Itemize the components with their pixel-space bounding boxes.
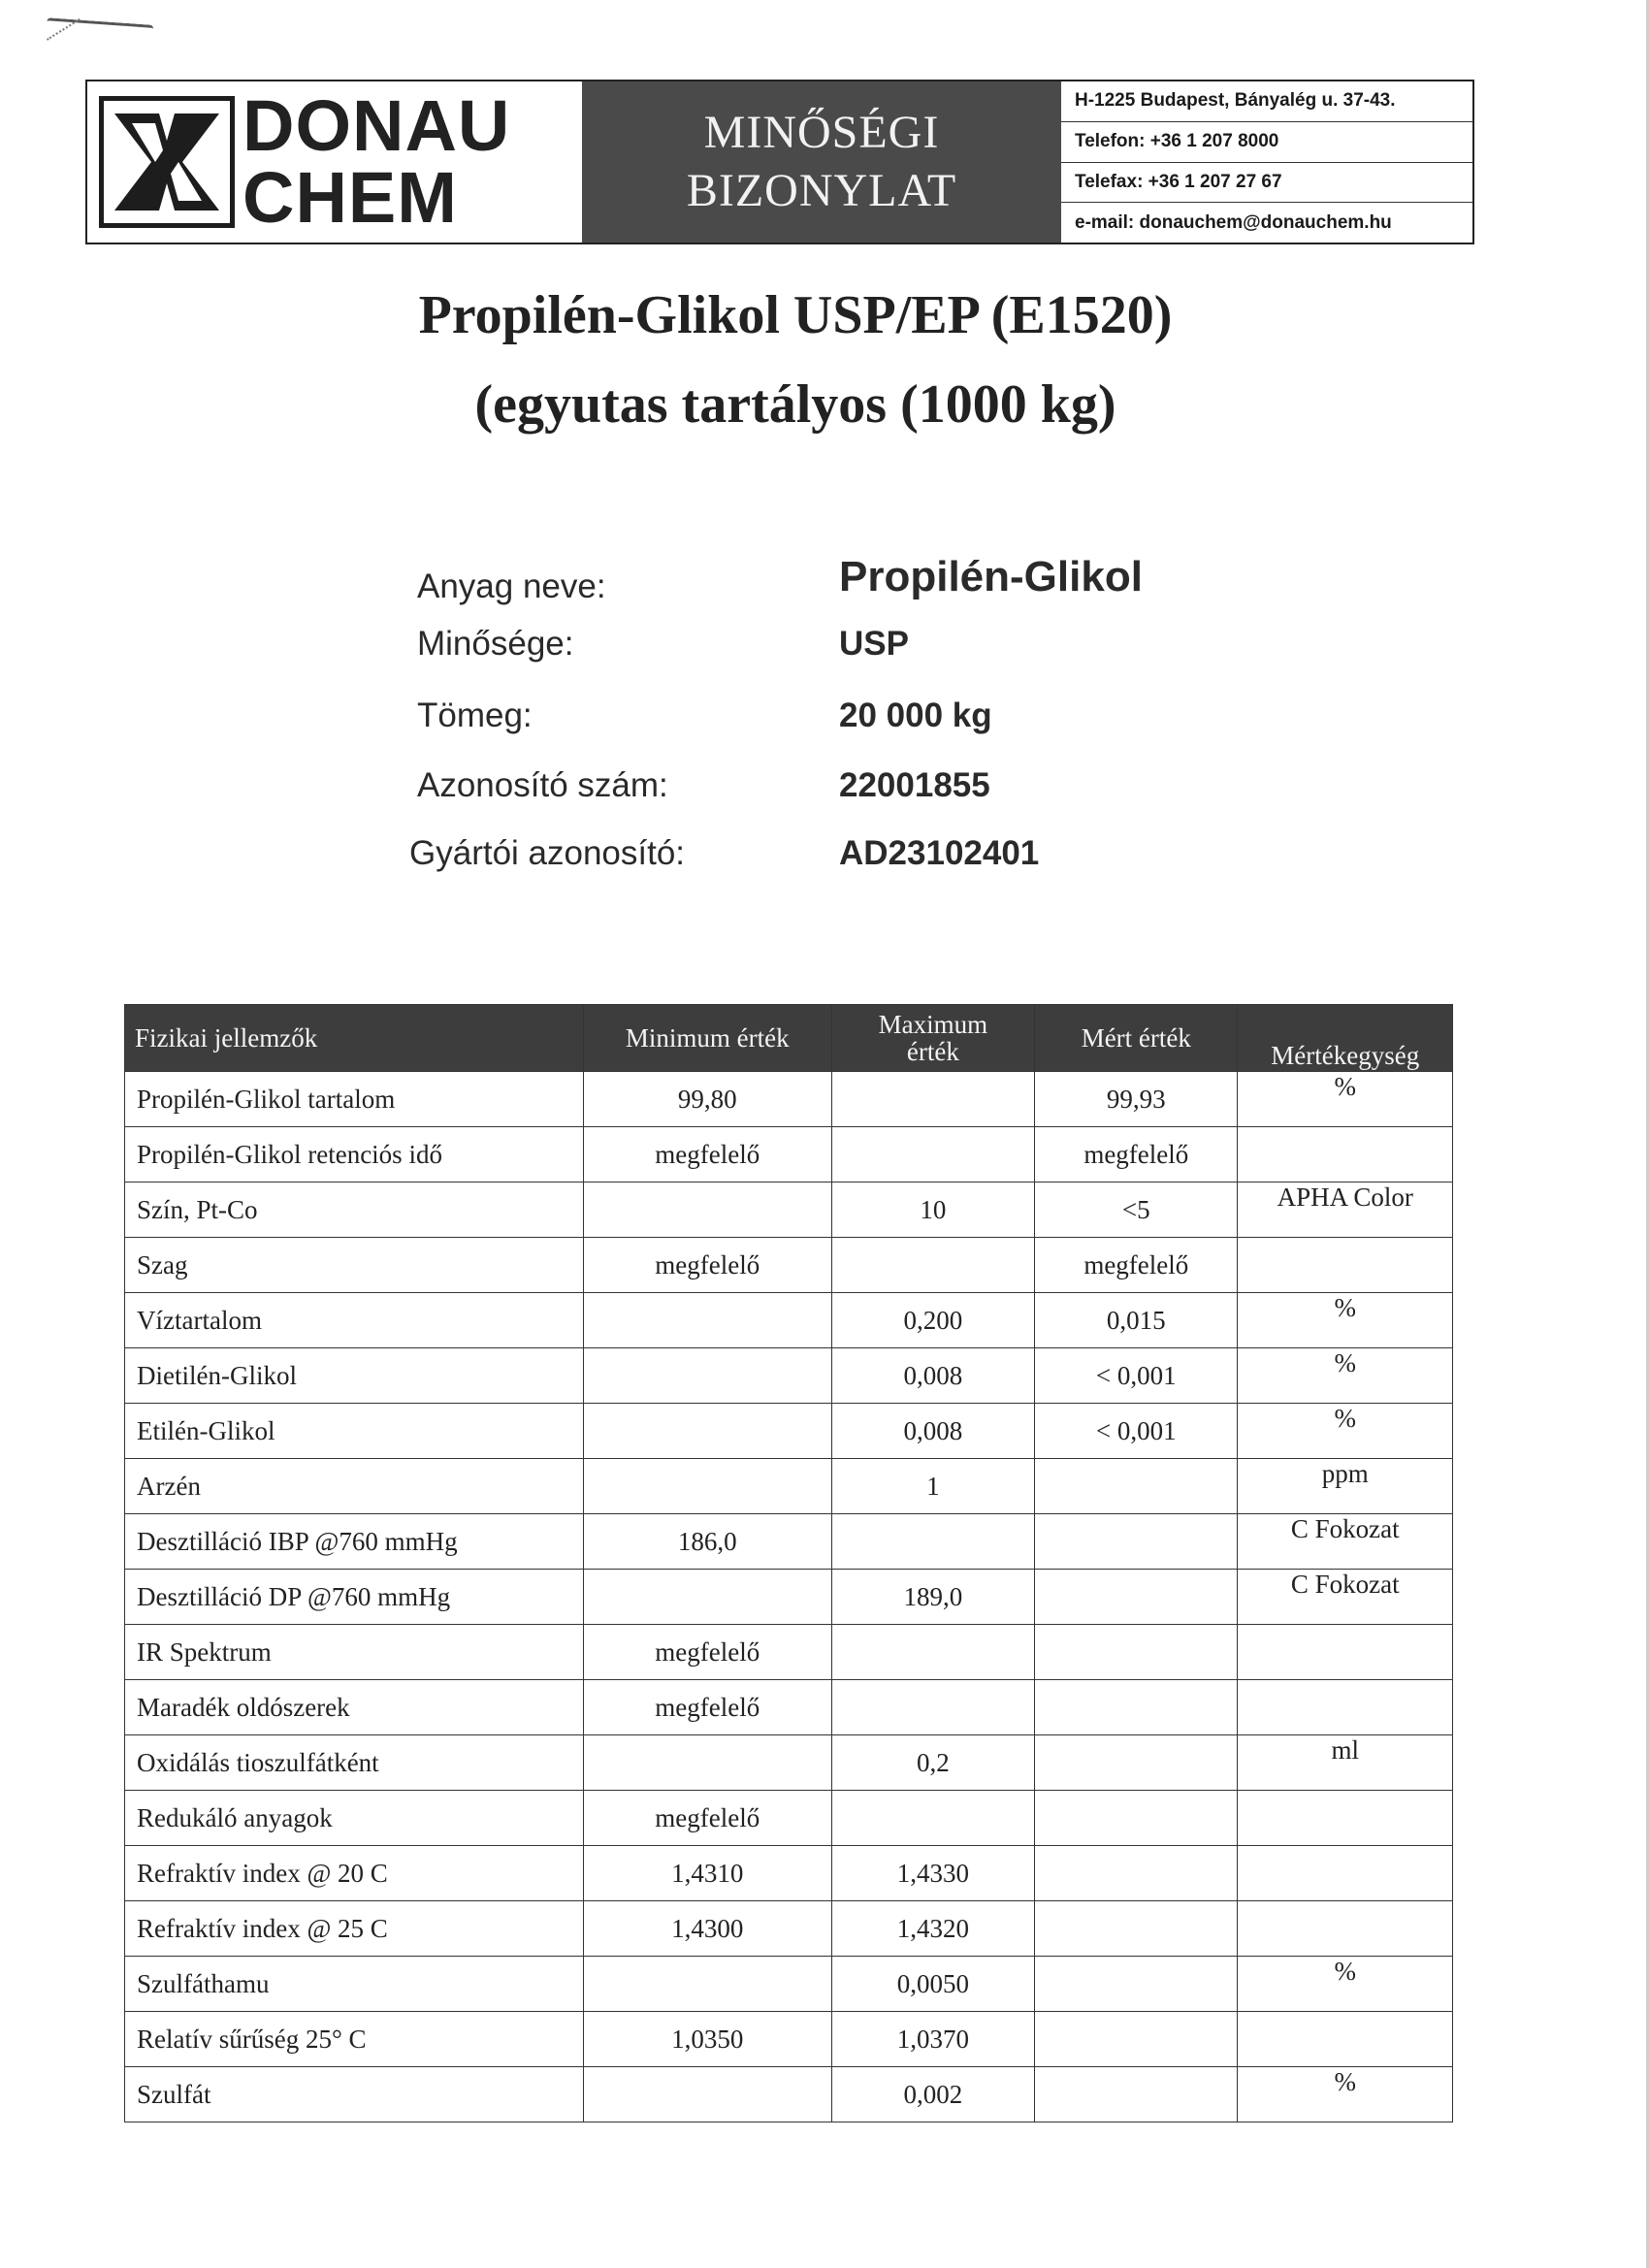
cell-max	[831, 1072, 1034, 1127]
cell-property: Oxidálás tioszulfátként	[125, 1735, 584, 1791]
cell-max: 0,200	[831, 1293, 1034, 1348]
cell-measured	[1035, 1680, 1238, 1735]
table-row	[125, 1735, 1453, 1791]
cell-max: 10	[831, 1183, 1034, 1238]
cell-min: 186,0	[583, 1514, 831, 1570]
table-header-row	[125, 1005, 1453, 1072]
cell-measured: 99,93	[1035, 1072, 1238, 1127]
cell-unit: C Fokozat	[1238, 1570, 1453, 1625]
cell-max: 0,008	[831, 1404, 1034, 1459]
info-label: Gyártói azonosító:	[409, 834, 686, 872]
cell-unit: C Fokozat	[1238, 1514, 1453, 1570]
table-row	[125, 2012, 1453, 2067]
column-header-property: Fizikai jellemzők	[125, 1005, 584, 1072]
cell-max	[831, 1514, 1034, 1570]
cell-max: 1	[831, 1459, 1034, 1514]
cell-property: Refraktív index @ 20 C	[125, 1846, 584, 1901]
cell-measured: 0,015	[1035, 1293, 1238, 1348]
cell-measured	[1035, 2067, 1238, 2122]
fax: Telefax: +36 1 207 27 67	[1061, 163, 1472, 204]
cell-property: Propilén-Glikol retenciós idő	[125, 1127, 584, 1183]
table-row	[125, 1404, 1453, 1459]
letterhead	[85, 80, 1474, 244]
column-header-measured: Mért érték	[1035, 1005, 1238, 1072]
table-row	[125, 1680, 1453, 1735]
cell-max: 1,4330	[831, 1846, 1034, 1901]
cell-unit	[1238, 2012, 1453, 2067]
column-header-max: Maximum érték	[831, 1005, 1034, 1072]
contact-info	[1061, 81, 1472, 243]
cell-min	[583, 1404, 831, 1459]
cell-min	[583, 1735, 831, 1791]
cell-property: Szulfáthamu	[125, 1957, 584, 2012]
cell-property: Etilén-Glikol	[125, 1404, 584, 1459]
cell-measured	[1035, 1570, 1238, 1625]
cell-measured	[1035, 1901, 1238, 1957]
cell-min: 99,80	[583, 1072, 831, 1127]
column-header-min: Minimum érték	[583, 1005, 831, 1072]
cell-max	[831, 1625, 1034, 1680]
cell-property: Propilén-Glikol tartalom	[125, 1072, 584, 1127]
cell-property: Redukáló anyagok	[125, 1791, 584, 1846]
table-row	[125, 1846, 1453, 1901]
cell-min: megfelelő	[583, 1791, 831, 1846]
cell-min	[583, 1957, 831, 2012]
cell-unit: %	[1238, 1072, 1453, 1127]
cell-min	[583, 1348, 831, 1404]
table-body	[125, 1072, 1453, 2122]
table-row	[125, 1901, 1453, 1957]
table-row	[125, 1514, 1453, 1570]
cell-max	[831, 1127, 1034, 1183]
cell-unit: %	[1238, 1348, 1453, 1404]
table-row	[125, 1957, 1453, 2012]
table-row	[125, 2067, 1453, 2122]
cell-min	[583, 1459, 831, 1514]
cell-max: 1,4320	[831, 1901, 1034, 1957]
cell-unit: %	[1238, 1404, 1453, 1459]
info-value: 22001855	[839, 766, 990, 804]
cell-min	[583, 1570, 831, 1625]
cell-unit: %	[1238, 1957, 1453, 2012]
cell-min: 1,0350	[583, 2012, 831, 2067]
cell-unit: ppm	[1238, 1459, 1453, 1514]
cell-max: 0,008	[831, 1348, 1034, 1404]
table-row	[125, 1348, 1453, 1404]
table-row	[125, 1791, 1453, 1846]
cell-unit	[1238, 1625, 1453, 1680]
cell-property: Dietilén-Glikol	[125, 1348, 584, 1404]
info-value: Propilén-Glikol	[839, 553, 1143, 600]
specification-table	[124, 1004, 1453, 2122]
cell-unit	[1238, 1680, 1453, 1735]
cell-measured	[1035, 2012, 1238, 2067]
cell-min	[583, 1293, 831, 1348]
cell-property: Szag	[125, 1238, 584, 1293]
table-row	[125, 1293, 1453, 1348]
cell-unit	[1238, 1901, 1453, 1957]
info-label: Azonosító szám:	[417, 766, 668, 804]
info-label: Tömeg:	[417, 697, 533, 734]
cell-property: Arzén	[125, 1459, 584, 1514]
cell-max	[831, 1238, 1034, 1293]
cell-measured: megfelelő	[1035, 1238, 1238, 1293]
cell-unit	[1238, 1791, 1453, 1846]
table-row	[125, 1183, 1453, 1238]
table-row	[125, 1127, 1453, 1183]
cell-unit: APHA Color	[1238, 1183, 1453, 1238]
company-name: DONAU CHEM	[242, 85, 511, 238]
cell-property: Szulfát	[125, 2067, 584, 2122]
cell-unit	[1238, 1238, 1453, 1293]
cell-min: megfelelő	[583, 1680, 831, 1735]
cell-property: Desztilláció IBP @760 mmHg	[125, 1514, 584, 1570]
table-row	[125, 1625, 1453, 1680]
cell-measured: megfelelő	[1035, 1127, 1238, 1183]
cell-unit: ml	[1238, 1735, 1453, 1791]
table-row	[125, 1238, 1453, 1293]
email: e-mail: donauchem@donauchem.hu	[1075, 211, 1392, 233]
cell-min: megfelelő	[583, 1238, 831, 1293]
cell-min: megfelelő	[583, 1127, 831, 1183]
product-title: Propilén-Glikol USP/EP (E1520)	[418, 285, 1173, 345]
column-header-unit: Mértékegység	[1238, 1005, 1453, 1072]
cell-measured	[1035, 1791, 1238, 1846]
cell-property: Víztartalom	[125, 1293, 584, 1348]
company-logo	[87, 81, 582, 243]
cell-measured	[1035, 1846, 1238, 1901]
cell-measured: <5	[1035, 1183, 1238, 1238]
product-subtitle: (egyutas tartályos (1000 kg)	[474, 374, 1116, 435]
cell-max: 1,0370	[831, 2012, 1034, 2067]
info-value: AD23102401	[839, 834, 1040, 872]
cell-property: Maradék oldószerek	[125, 1680, 584, 1735]
table-row	[125, 1459, 1453, 1514]
cell-max: 0,0050	[831, 1957, 1034, 2012]
cell-property: Szín, Pt-Co	[125, 1183, 584, 1238]
table-row	[125, 1072, 1453, 1127]
cell-max	[831, 1791, 1034, 1846]
cell-min	[583, 1183, 831, 1238]
info-value: 20 000 kg	[839, 697, 992, 734]
cell-measured	[1035, 1957, 1238, 2012]
info-label: Anyag neve:	[417, 567, 606, 605]
cell-unit: %	[1238, 2067, 1453, 2122]
cell-min: 1,4310	[583, 1846, 831, 1901]
cell-measured	[1035, 1459, 1238, 1514]
cell-measured	[1035, 1514, 1238, 1570]
cell-min: megfelelő	[583, 1625, 831, 1680]
cell-property: IR Spektrum	[125, 1625, 584, 1680]
cell-max: 189,0	[831, 1570, 1034, 1625]
info-label: Minősége:	[417, 625, 574, 663]
info-value: USP	[839, 625, 909, 663]
table-row	[125, 1570, 1453, 1625]
cell-max: 0,2	[831, 1735, 1034, 1791]
cell-property: Refraktív index @ 25 C	[125, 1901, 584, 1957]
cell-property: Relatív sűrűség 25° C	[125, 2012, 584, 2067]
cell-measured	[1035, 1735, 1238, 1791]
cell-measured: < 0,001	[1035, 1348, 1238, 1404]
cell-min: 1,4300	[583, 1901, 831, 1957]
cell-min	[583, 2067, 831, 2122]
cell-unit	[1238, 1127, 1453, 1183]
cell-measured: < 0,001	[1035, 1404, 1238, 1459]
cell-measured	[1035, 1625, 1238, 1680]
document-type: MINŐSÉGI BIZONYLAT	[582, 81, 1061, 243]
cell-unit	[1238, 1846, 1453, 1901]
cell-max: 0,002	[831, 2067, 1034, 2122]
address: H-1225 Budapest, Bányalég u. 37-43.	[1061, 81, 1472, 122]
cell-property: Desztilláció DP @760 mmHg	[125, 1570, 584, 1625]
logo-emblem-icon	[99, 96, 235, 228]
cell-unit: %	[1238, 1293, 1453, 1348]
phone: Telefon: +36 1 207 8000	[1061, 122, 1472, 163]
cell-max	[831, 1680, 1034, 1735]
